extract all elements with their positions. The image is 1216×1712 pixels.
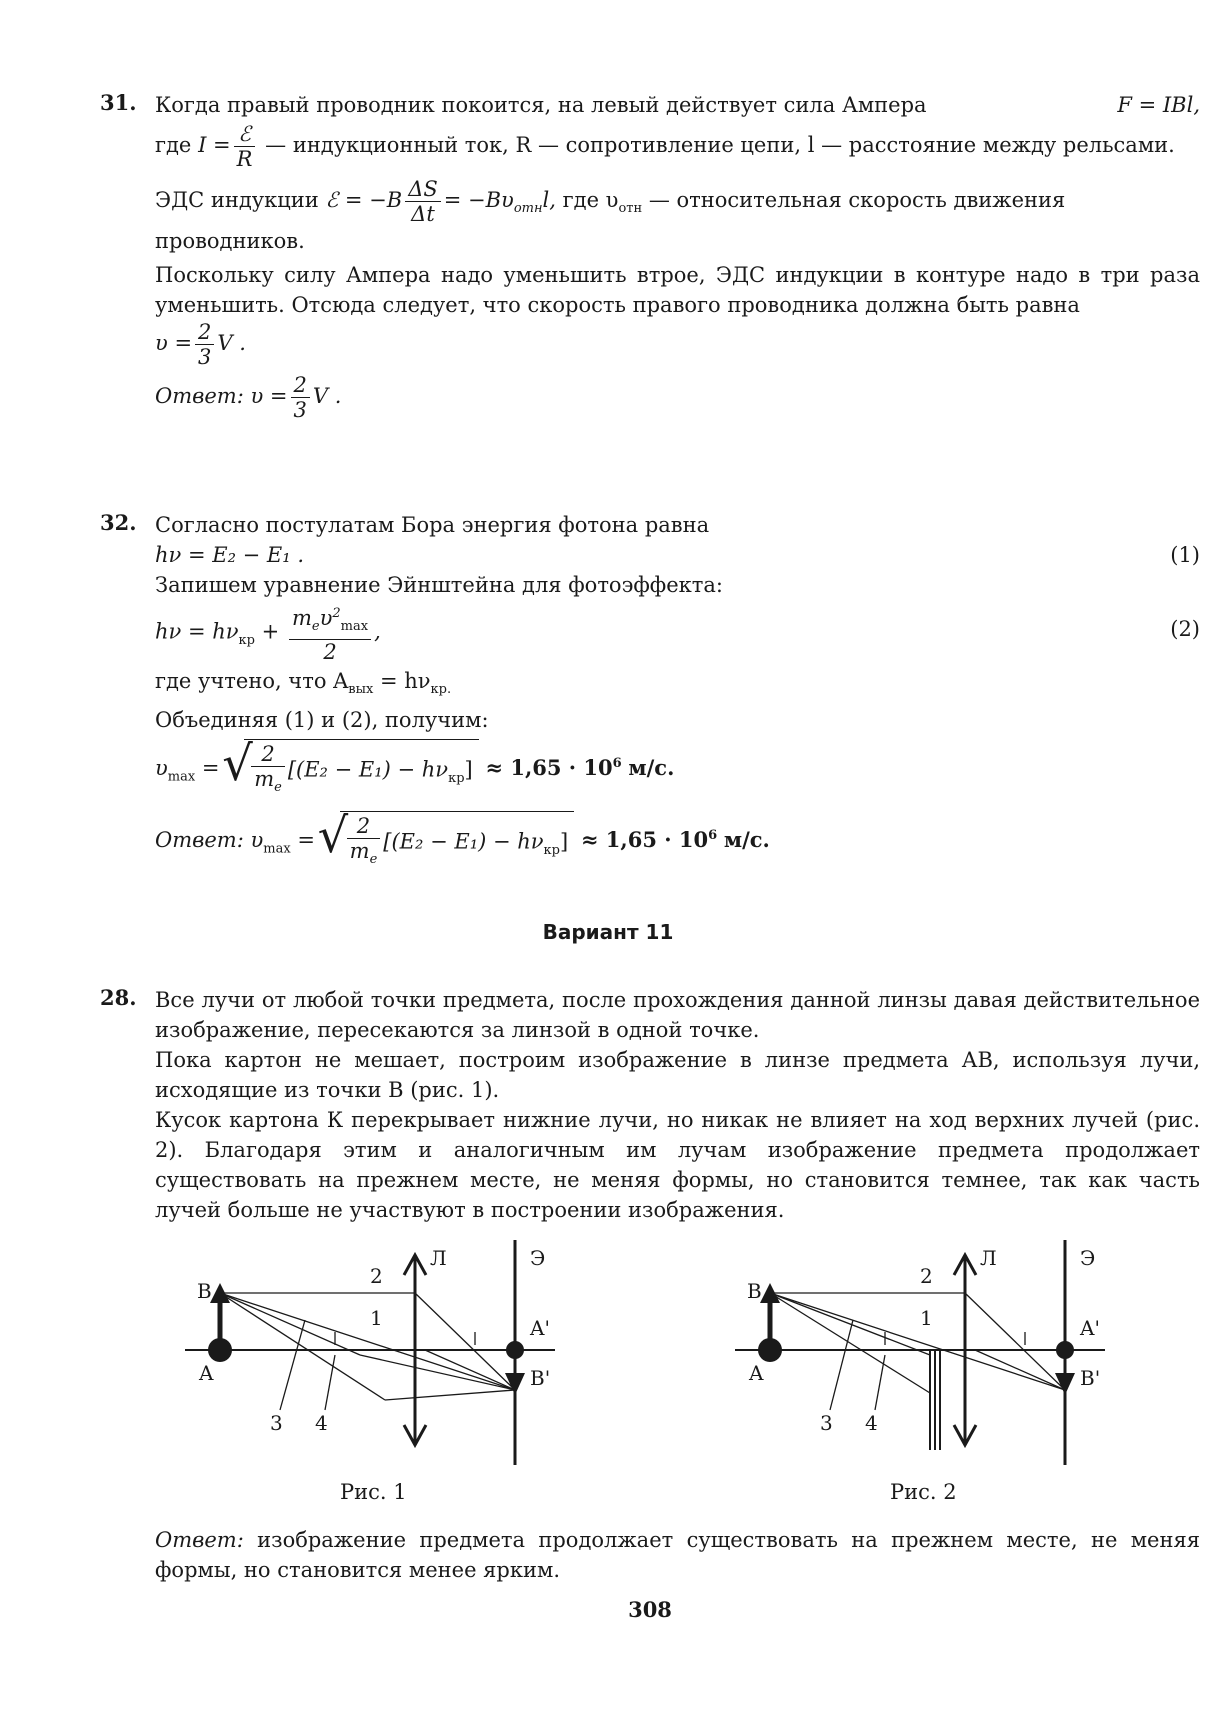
label-line-3: [830, 1320, 853, 1410]
object-base-dot: [758, 1338, 782, 1362]
label-screen: Э: [1080, 1246, 1096, 1270]
p32-answer: Ответ: $\upsilon_{max}$ = √ $\frac{2}{m_e}$ $[(E_2 - E_1) - h\nu_{кр}] \approx 1,65 \cdot 10^6$ м/с.: [155, 811, 1200, 872]
label-B: B: [197, 1279, 212, 1303]
label-line-3: [280, 1320, 305, 1410]
p31-line1: Когда правый проводник покоится, на левый действует сила Ампера: [155, 93, 927, 117]
image-point-A: [506, 1341, 524, 1359]
p32-result: $\upsilon_{max}$ = √ $\frac{2}{m_e}$ $[(E_2 - E_1) - h\nu_{кр}] \approx 1,65 \cdot 10^6$ м/с.: [155, 739, 1200, 800]
problem-31-number: 31.: [100, 90, 137, 115]
p31-line3: ЭДС индукции ℰ = −B $\frac{\Delta S}{\Delta t}$ = $-B\upsilon_{отн}l$, где $\upsilon_{отн}$ — относительная скорость движения проводников.: [155, 177, 1066, 253]
ray-3-a: [220, 1293, 360, 1355]
label-line-4: [325, 1355, 335, 1410]
ray-1: [220, 1293, 515, 1390]
p32-line1: Согласно постулатам Бора энергия фотона равна: [155, 513, 710, 537]
ray-2-b: [965, 1293, 1065, 1390]
p32-line4: Объединяя (1) и (2), получим:: [155, 708, 489, 733]
p31-line2: где I = $\frac{\text{ℰ}}{R}$ — индукционный ток, R — сопротивление цепи, l — расстояние между рельсами.: [155, 122, 1175, 171]
eq2-number: (2): [1170, 617, 1200, 641]
problem-28: [155, 985, 1200, 1225]
label-ray-4: 4: [315, 1411, 328, 1435]
ray-4-blocked: [770, 1293, 930, 1393]
p32-eq1: hν = E₂ − E₁ . (1): [155, 540, 1200, 570]
p31-answer: Ответ: υ = $\frac{2}{3}$ V .: [155, 373, 342, 422]
ray-3-blocked: [770, 1293, 930, 1355]
p31-paragraph2: Поскольку силу Ампера надо уменьшить втрое, ЭДС индукции в контуре надо в три раза уменьшить. Отсюда следует, что скорость правого проводника должна быть равна: [155, 263, 1200, 317]
ray-1: [770, 1293, 1065, 1390]
image-point-A: [1056, 1341, 1074, 1359]
p28-answer-text: изображение предмета продолжает существовать на прежнем месте, не меняя формы, но становится менее ярким.: [155, 1528, 1200, 1582]
figure-1-caption: Рис. 1: [340, 1480, 407, 1504]
label-ray-1: 1: [370, 1306, 383, 1330]
p31-current-fraction: $\frac{\text{ℰ}}{R}$: [234, 122, 256, 171]
label-B: B: [747, 1279, 762, 1303]
p32-line2: Запишем уравнение Эйнштейна для фотоэффекта:: [155, 573, 723, 597]
page-number: 308: [628, 1597, 672, 1622]
label-ray-1: 1: [920, 1306, 933, 1330]
ray-inner: [975, 1350, 1065, 1390]
label-screen: Э: [530, 1246, 546, 1270]
label-lens: Л: [430, 1246, 447, 1270]
p28-answer: [155, 1525, 1200, 1585]
label-B-prime: B': [1080, 1366, 1101, 1390]
label-ray-2: 2: [920, 1264, 933, 1288]
problem-32-number: 32.: [100, 510, 137, 535]
eq1-number: (1): [1170, 543, 1200, 567]
label-ray-2: 2: [370, 1264, 383, 1288]
label-A-prime: A': [1080, 1316, 1100, 1340]
problem-32: [155, 510, 1200, 872]
variant-heading: Вариант 11: [542, 920, 674, 944]
problem-28-number: 28.: [100, 985, 137, 1010]
p31-velocity-result: υ = $\frac{2}{3}$ V .: [155, 320, 246, 369]
object-base-dot: [208, 1338, 232, 1362]
p31-emf-fraction: $\frac{\Delta S}{\Delta t}$: [405, 177, 441, 226]
problem-31: [155, 90, 1200, 422]
figure-1: [185, 1235, 565, 1470]
p28-paragraph1: Все лучи от любой точки предмета, после прохождения данной линзы давая действительное изображение, пересекаются за линзой в одной точке.: [155, 988, 1200, 1042]
label-B-prime: B': [530, 1366, 551, 1390]
label-lens: Л: [980, 1246, 997, 1270]
ray-2-b: [415, 1293, 515, 1390]
p31-ampere-formula: F = IBl,: [1117, 93, 1200, 117]
ray-4-a: [220, 1293, 385, 1400]
figure-2-caption: Рис. 2: [890, 1480, 957, 1504]
p28-paragraph3: Кусок картона К перекрывает нижние лучи, но никак не влияет на ход верхних лучей (рис. 2). Благодаря этим и аналогичным им лучам изображение предмета продолжает существовать на прежнем месте, не меняя формы, но становится темнее, так как часть лучей больше не участвуют в построении изображения.: [155, 1108, 1200, 1222]
label-ray-3: 3: [820, 1411, 833, 1435]
label-A: A: [199, 1361, 214, 1385]
ray-4-b: [385, 1390, 515, 1400]
label-ray-4: 4: [865, 1411, 878, 1435]
ray-3-b: [360, 1355, 515, 1390]
p28-answer-label: Ответ:: [155, 1528, 244, 1552]
p28-paragraph2: Пока картон не мешает, построим изображение в линзе предмета АВ, используя лучи, исходящие из точки В (рис. 1).: [155, 1048, 1200, 1102]
figure-2: [735, 1235, 1115, 1470]
p32-eq2: $h\nu = h\nu_{кр}$ + $\frac{m_e\upsilon^2_{max}}{2}$ , (2): [155, 602, 1200, 664]
label-line-4: [875, 1355, 885, 1410]
label-A-prime: A': [530, 1316, 550, 1340]
ray-inner: [425, 1350, 515, 1390]
label-ray-3: 3: [270, 1411, 283, 1435]
label-A: A: [749, 1361, 764, 1385]
p32-line3: где учтено, что $A_{вых} = h\nu_{кр.}$: [155, 669, 452, 698]
